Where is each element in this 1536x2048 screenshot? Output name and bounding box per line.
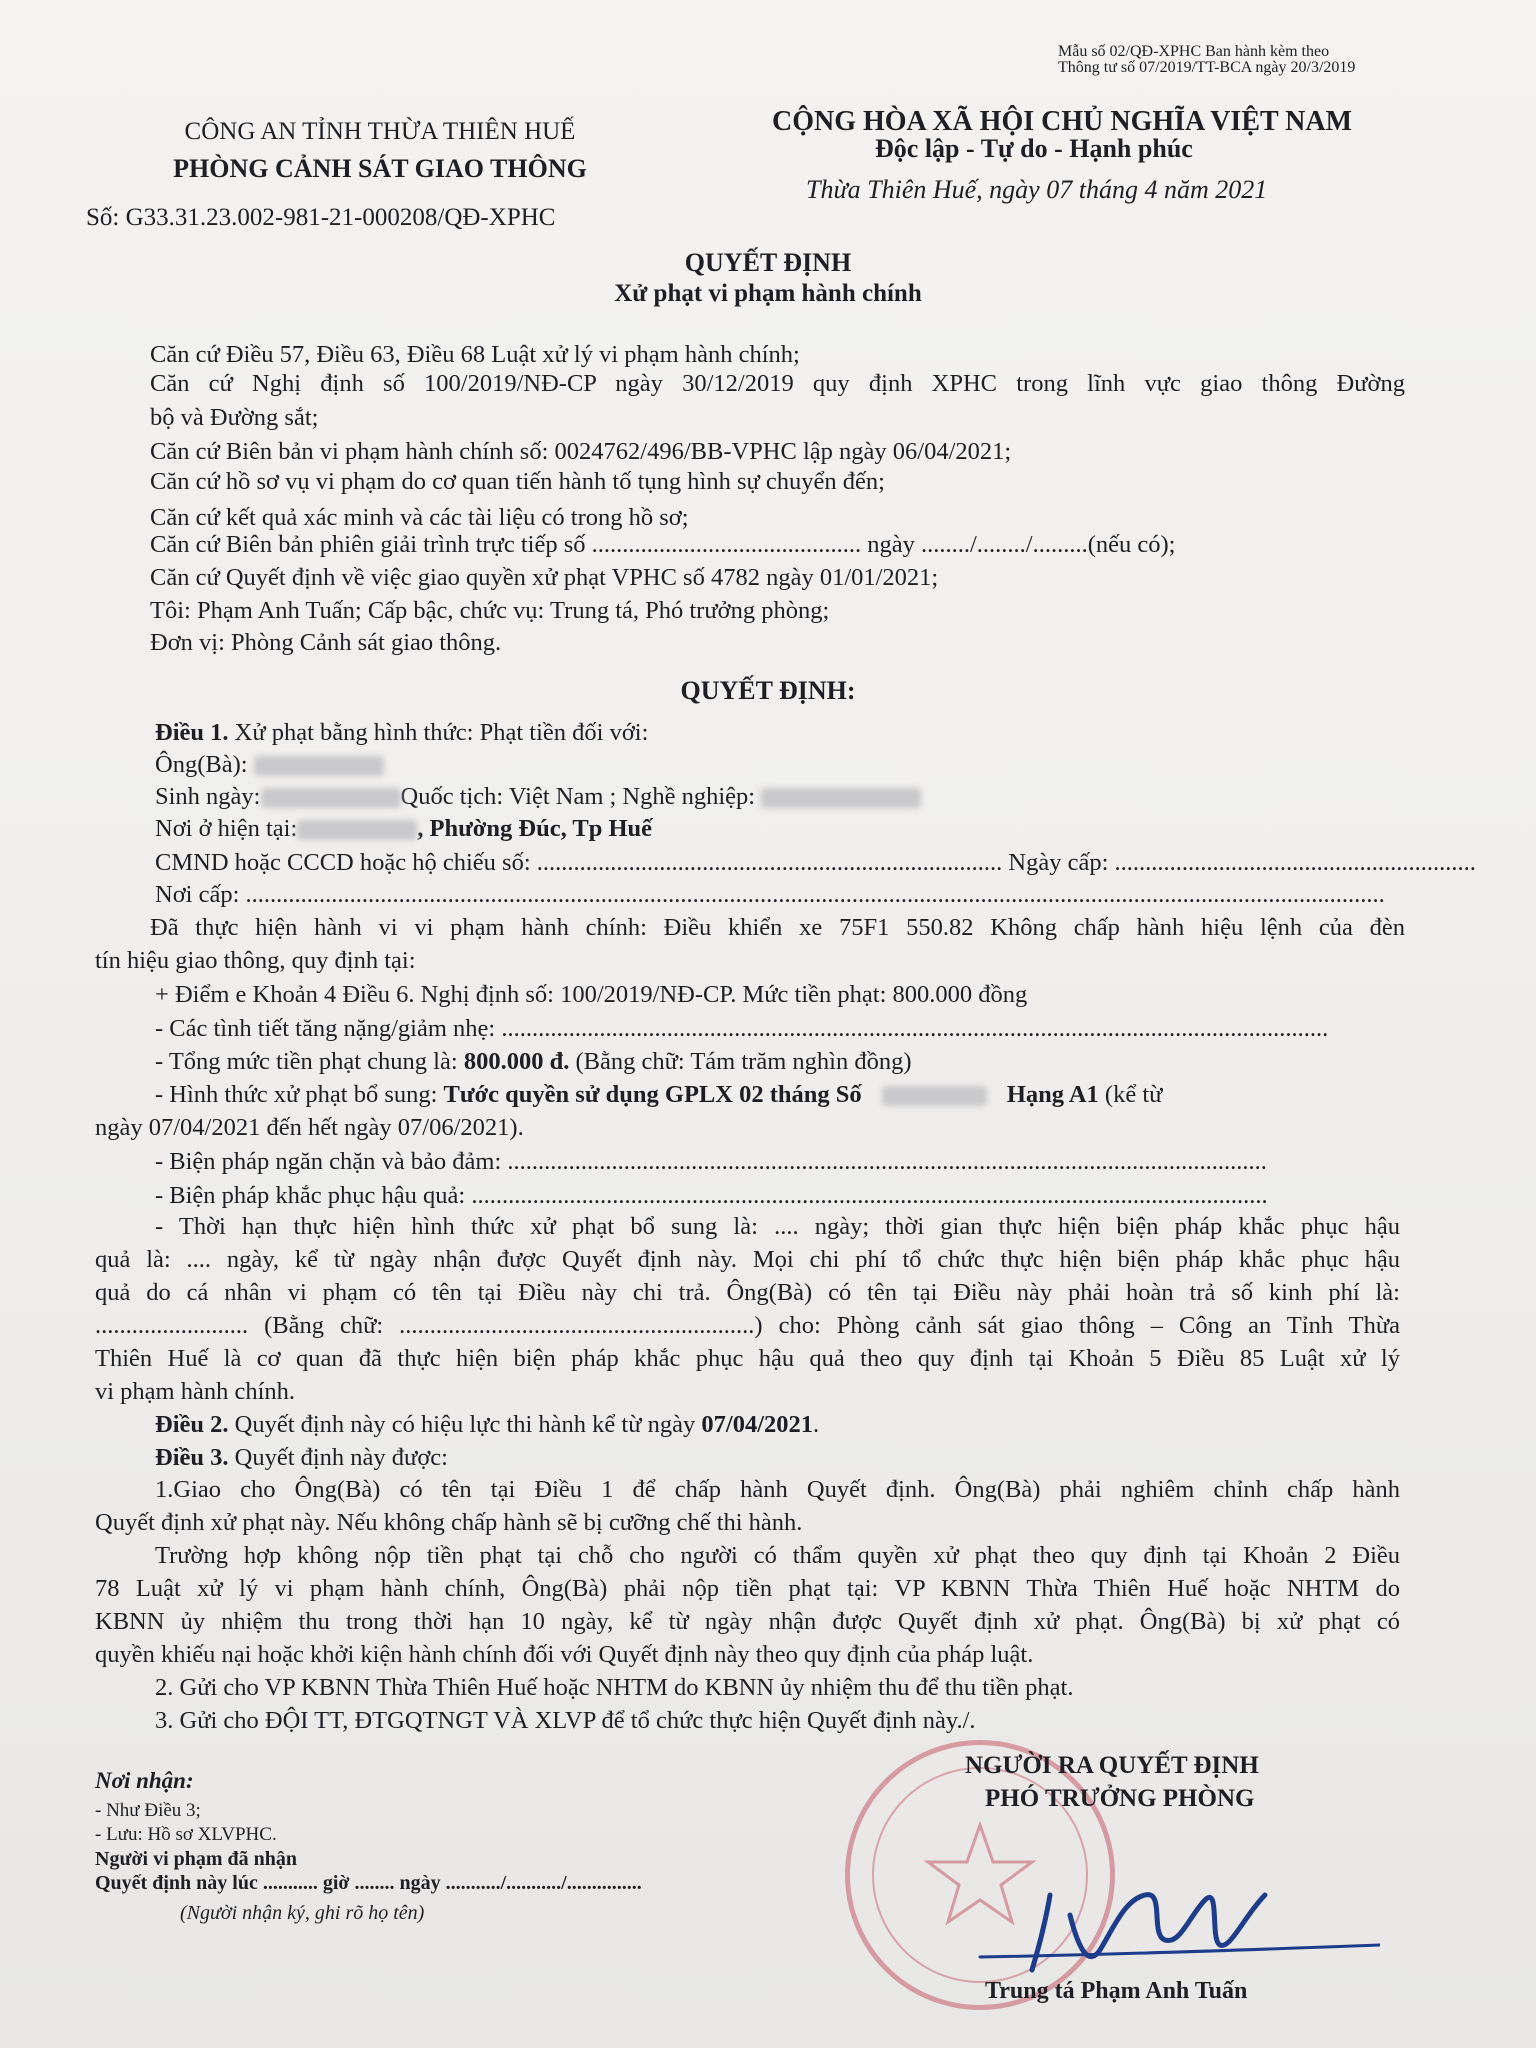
- extra-penalty-line: [155, 1080, 1536, 1110]
- receipt-line-1: Người vi phạm đã nhận: [95, 1848, 298, 1870]
- issued-place-line: Nơi cấp: ..........................................................................................................................................................................................: [155, 881, 1385, 908]
- article-3-p1-line-2: Quyết định xử phạt này. Nếu không chấp hành sẽ bị cưỡng chế thi hành.: [95, 1509, 803, 1536]
- redacted-occupation: [761, 788, 921, 808]
- article-3-p2-line-1: Trường hợp không nộp tiền phạt tại chỗ cho người có thẩm quyền xử phạt theo quy định tại Khoản 2 Điều: [155, 1542, 1400, 1569]
- redacted-street: [297, 820, 417, 840]
- deadline-line-4: ......................... (Bằng chữ: ..........................................................) cho: Phòng cảnh sát giao thông – Công an Tỉnh Thừa: [95, 1312, 1400, 1339]
- article-3-intro: [155, 1443, 1536, 1473]
- legal-basis-3: bộ và Đường sắt;: [150, 404, 319, 431]
- article-2-text: Quyết định này có hiệu lực thi hành kể từ ngày: [234, 1411, 696, 1438]
- address-label: Nơi ở hiện tại:: [155, 815, 298, 842]
- legal-basis-5: Căn cứ hồ sơ vụ vi phạm do cơ quan tiến hành tố tụng hình sự chuyển đến;: [150, 468, 885, 495]
- issuer-agency: CÔNG AN TỈNH THỪA THIÊN HUẾ: [184, 118, 576, 145]
- id-line: CMND hoặc CCCD hoặc hộ chiếu số: ............................................................................ Ngày cấp: ...........................................................: [155, 849, 1476, 876]
- person-line: [155, 750, 1536, 780]
- total-words: (Bằng chữ: Tám trăm nghìn đồng): [575, 1048, 912, 1075]
- receipt-line-2: Quyết định này lúc ........... giờ ........ ngày .........../.........../...............: [95, 1872, 642, 1894]
- dob-label: Sinh ngày:: [155, 783, 261, 810]
- extra-tail: (kể từ: [1104, 1081, 1163, 1108]
- aggravating-line: - Các tình tiết tăng nặng/giảm nhẹ: .......................................................................................................................................: [155, 1015, 1329, 1042]
- violation-line-2: tín hiệu giao thông, quy định tại:: [95, 947, 416, 974]
- person-label: Ông(Bà):: [155, 751, 248, 778]
- legal-basis-10: Đơn vị: Phòng Cảnh sát giao thông.: [150, 629, 502, 656]
- redacted-license: [882, 1086, 987, 1106]
- place-date: Thừa Thiên Huế, ngày 07 tháng 4 năm 2021: [806, 175, 1268, 204]
- nationality-text: Quốc tịch: Việt Nam ; Nghề nghiệp:: [400, 783, 756, 810]
- recipient-item-2: - Lưu: Hồ sơ XLVPHC.: [95, 1824, 277, 1845]
- redacted-dob: [261, 788, 401, 808]
- article-3-label: Điều 3.: [155, 1444, 229, 1471]
- prevent-line: - Biện pháp ngăn chặn và bảo đảm: ............................................................................................................................: [155, 1148, 1267, 1175]
- extra-class: Hạng A1: [1006, 1081, 1099, 1108]
- signer-role: NGƯỜI RA QUYẾT ĐỊNH: [965, 1752, 1259, 1779]
- deadline-line-3: quả do cá nhân vi phạm có tên tại Điều này chi trả. Ông(Bà) có tên tại Điều này phải hoàn trả số kinh phí là:: [95, 1279, 1400, 1306]
- article-2-label: Điều 2.: [155, 1411, 229, 1438]
- recipient-item-1: - Như Điều 3;: [95, 1800, 201, 1821]
- article-2: [155, 1410, 1536, 1440]
- article-1-intro-text: Xử phạt bằng hình thức: Phạt tiền đối với:: [234, 719, 649, 746]
- legal-basis-8: Căn cứ Quyết định về việc giao quyền xử phạt VPHC số 4782 ngày 01/01/2021;: [150, 564, 939, 591]
- issuer-department: PHÒNG CẢNH SÁT GIAO THÔNG: [173, 154, 587, 183]
- article-3-intro-text: Quyết định này được:: [234, 1444, 448, 1471]
- signer-position: PHÓ TRƯỞNG PHÒNG: [985, 1785, 1255, 1812]
- signature-icon: [920, 1855, 1380, 1995]
- national-motto: Độc lập - Tự do - Hạnh phúc: [875, 134, 1193, 163]
- article-1-intro: [155, 718, 1536, 748]
- deadline-line-6: vi phạm hành chính.: [95, 1378, 296, 1405]
- legal-basis-9: Tôi: Phạm Anh Tuấn; Cấp bậc, chức vụ: Trung tá, Phó trưởng phòng;: [150, 597, 830, 624]
- extra-period-line: ngày 07/04/2021 đến hết ngày 07/06/2021).: [95, 1114, 524, 1141]
- document-number: Số: G33.31.23.002-981-21-000208/QĐ-XPHC: [86, 204, 556, 231]
- extra-label: - Hình thức xử phạt bổ sung:: [155, 1081, 438, 1108]
- remedy-line: - Biện pháp khắc phục hậu quả: ..................................................................................................................................: [155, 1182, 1268, 1209]
- total-label: - Tổng mức tiền phạt chung là:: [155, 1048, 458, 1075]
- redacted-name: [254, 756, 384, 776]
- legal-basis-6: Căn cứ kết quả xác minh và các tài liệu có trong hồ sơ;: [150, 504, 689, 531]
- article-1-label: Điều 1.: [155, 719, 229, 746]
- deadline-line-1: - Thời hạn thực hiện hình thức xử phạt bổ sung là: .... ngày; thời gian thực hiện biện pháp khắc phục hậu: [155, 1213, 1400, 1240]
- article-3-p1-line-1: 1.Giao cho Ông(Bà) có tên tại Điều 1 để chấp hành Quyết định. Ông(Bà) phải nghiêm chỉnh chấp hành: [155, 1476, 1400, 1503]
- address-line: Nơi ở hiện tại: , Phường Đúc, Tp Huế: [155, 815, 653, 842]
- document-subtitle: Xử phạt vi phạm hành chính: [614, 280, 922, 307]
- deadline-line-5: Thiên Huế là cơ quan đã thực hiện biện pháp khắc phục hậu quả theo quy định tại Khoản 5 Điều 85 Luật xử lý: [95, 1345, 1400, 1372]
- article-3-p2-line-3: KBNN ủy nhiệm thu trong thời hạn 10 ngày, kể từ ngày nhận được Quyết định xử phạt. Ông(Bà) bị xử phạt có: [95, 1608, 1400, 1635]
- receipt-note: (Người nhận ký, ghi rõ họ tên): [180, 1902, 425, 1924]
- dob-line: [155, 782, 1536, 812]
- legal-basis-1: Căn cứ Điều 57, Điều 63, Điều 68 Luật xử lý vi phạm hành chính;: [150, 341, 800, 368]
- article-3-p4: 3. Gửi cho ĐỘI TT, ĐTGQTNGT VÀ XLVP để tổ chức thực hiện Quyết định này./.: [155, 1707, 976, 1734]
- article-3-p3: 2. Gửi cho VP KBNN Thừa Thiên Huế hoặc NHTM do KBNN ủy nhiệm thu để thu tiền phạt.: [155, 1674, 1074, 1701]
- legal-basis-7: Căn cứ Biên bản phiên giải trình trực tiếp số ............................................ ngày ......../......../.........(nếu có);: [150, 531, 1176, 558]
- legal-basis-2: Căn cứ Nghị định số 100/2019/NĐ-CP ngày 30/12/2019 quy định XPHC trong lĩnh vực giao thông Đường: [150, 370, 1405, 397]
- form-note-line-1: Mẫu số 02/QĐ-XPHC Ban hành kèm theo: [1058, 43, 1330, 60]
- article-3-p2-line-4: quyền khiếu nại hoặc khởi kiện hành chính đối với Quyết định này theo quy định của pháp luật.: [95, 1641, 1034, 1668]
- extra-value: Tước quyền sử dụng GPLX 02 tháng Số: [443, 1081, 862, 1108]
- signer-name: Trung tá Phạm Anh Tuấn: [985, 1978, 1248, 2004]
- regulation-line: + Điểm e Khoản 4 Điều 6. Nghị định số: 100/2019/NĐ-CP. Mức tiền phạt: 800.000 đồng: [155, 981, 1028, 1008]
- national-name: CỘNG HÒA XÃ HỘI CHỦ NGHĨA VIỆT NAM: [772, 106, 1353, 137]
- total-value: 800.000 đ.: [463, 1048, 570, 1075]
- document-title: QUYẾT ĐỊNH: [684, 248, 852, 277]
- address-value: Phường Đúc, Tp Huế: [429, 815, 653, 842]
- legal-basis-4: Căn cứ Biên bản vi phạm hành chính số: 0024762/496/BB-VPHC lập ngày 06/04/2021;: [150, 438, 1012, 465]
- article-3-p2-line-2: 78 Luật xử lý vi phạm hành chính, Ông(Bà) phải nộp tiền phạt tại: VP KBNN Thừa Thiên Huế hoặc NHTM do: [95, 1575, 1400, 1602]
- recipients-heading: Nơi nhận:: [95, 1768, 194, 1793]
- decision-heading: QUYẾT ĐỊNH:: [680, 676, 856, 705]
- article-2-date: 07/04/2021: [701, 1411, 814, 1438]
- violation-line-1: Đã thực hiện hành vi vi phạm hành chính: Điều khiển xe 75F1 550.82 Không chấp hành hiệu lệnh của đèn: [150, 914, 1405, 941]
- deadline-line-2: quả là: .... ngày, kể từ ngày nhận được Quyết định này. Mọi chi phí tổ chức thực hiện biện pháp khắc phục hậu: [95, 1246, 1400, 1273]
- total-line: [155, 1047, 1536, 1077]
- form-note-line-2: Thông tư số 07/2019/TT-BCA ngày 20/3/2019: [1058, 59, 1356, 76]
- article-2-end: .: [813, 1411, 820, 1438]
